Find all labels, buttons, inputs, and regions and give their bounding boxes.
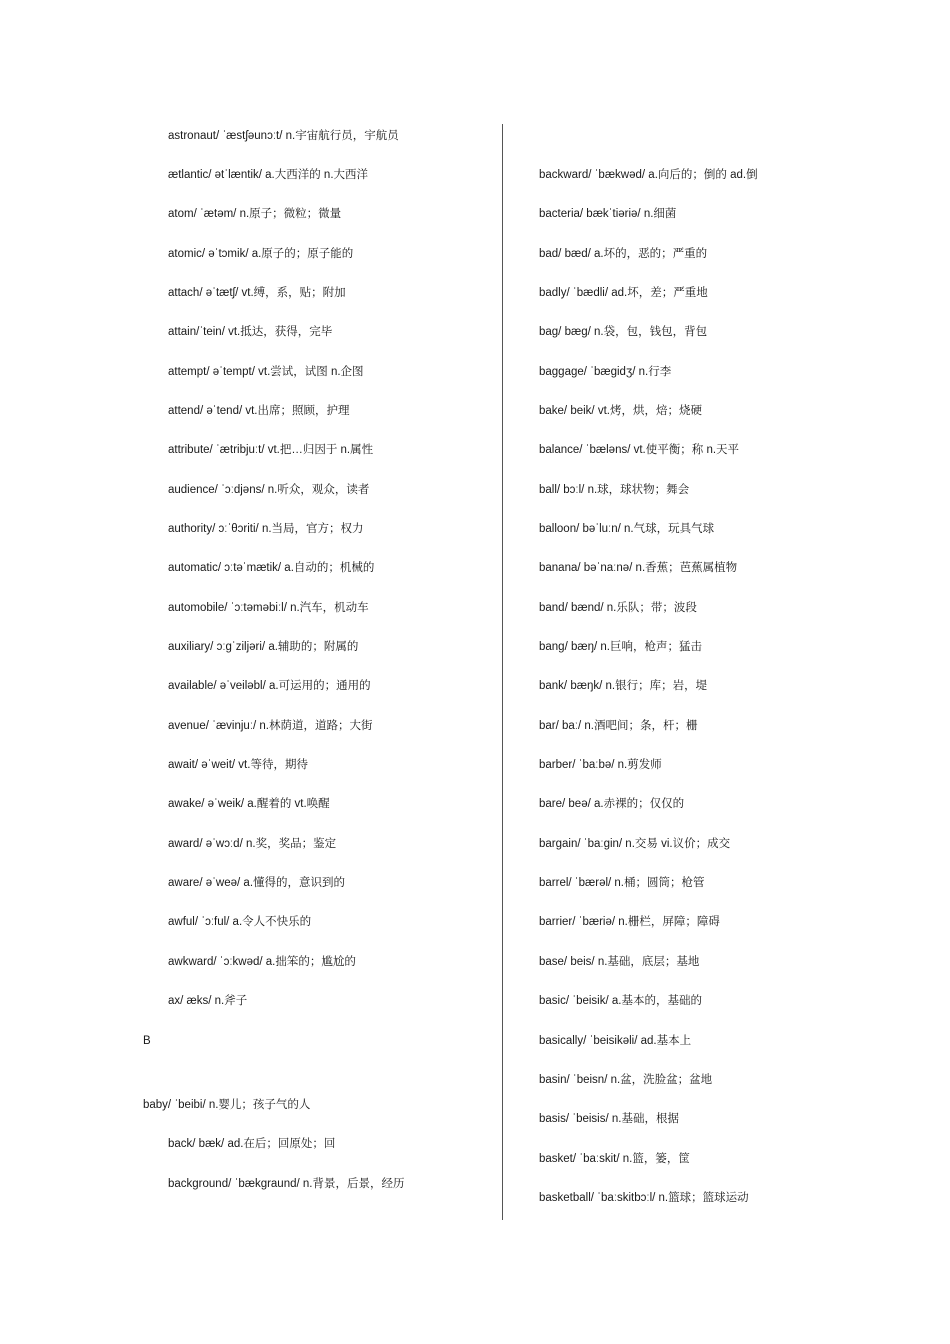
vocab-entry: bake/ beik/ vt.烤，烘，焙；烧硬 (539, 405, 702, 417)
vocab-entry: background/ ˈbækgraund/ n.背景，后景，经历 (168, 1178, 405, 1190)
vocab-entry: authority/ ɔːˈθɔriti/ n.当局，官方；权力 (168, 523, 364, 535)
vocab-entry: astronaut/ ˈæstʃəunɔːt/ n.宇宙航行员，宇航员 (168, 130, 399, 142)
vocab-entry: bang/ bæŋ/ n.巨响，枪声；猛击 (539, 641, 702, 653)
vocab-entry: attach/ əˈtætʃ/ vt.缚，系，贴；附加 (168, 287, 346, 299)
vocab-entry: backward/ ˈbækwəd/ a.向后的；倒的 ad.倒 (539, 169, 758, 181)
vocab-entry: attribute/ ˈætribjuːt/ vt.把…归因于 n.属性 (168, 444, 374, 456)
vocab-entry: basket/ ˈbaːskit/ n.篮，篓，筐 (539, 1153, 690, 1165)
vocab-entry: basin/ ˈbeisn/ n.盆，洗脸盆；盆地 (539, 1074, 713, 1086)
vocab-entry: bag/ bæg/ n.袋，包，钱包，背包 (539, 326, 708, 338)
vocab-entry: barber/ ˈbaːbə/ n.剪发师 (539, 759, 662, 771)
vocab-entry: atom/ ˈætəm/ n.原子；微粒；微量 (168, 208, 342, 220)
vocab-entry: bar/ baː/ n.酒吧间；条，杆；栅 (539, 720, 698, 732)
vocab-entry: banana/ bəˈnaːnə/ n.香蕉；芭蕉属植物 (539, 562, 738, 574)
vocab-entry: awful/ ˈɔːful/ a.令人不快乐的 (168, 916, 312, 928)
column-divider (502, 124, 503, 1220)
vocab-entry: automatic/ ɔːtəˈmætik/ a.自动的；机械的 (168, 562, 375, 574)
vocab-entry: bargain/ ˈbaːgin/ n.交易 vi.议价；成交 (539, 838, 731, 850)
vocab-entry: base/ beis/ n.基础，底层；基地 (539, 956, 700, 968)
vocab-entry: award/ əˈwɔːd/ n.奖，奖品；鉴定 (168, 838, 337, 850)
vocab-entry: auxiliary/ ɔːgˈziljəri/ a.辅助的；附属的 (168, 641, 359, 653)
vocab-entry: automobile/ ˈɔːtəməbiːl/ n.汽车，机动车 (168, 602, 369, 614)
vocab-entry: aware/ əˈweə/ a.懂得的，意识到的 (168, 877, 346, 889)
vocab-entry: avenue/ ˈævinjuː/ n.林荫道，道路；大街 (168, 720, 373, 732)
vocab-entry: barrier/ ˈbæriə/ n.栅栏，屏障；障碍 (539, 916, 720, 928)
vocab-entry: bank/ bæŋk/ n.银行；库；岩，堤 (539, 680, 708, 692)
vocab-entry: back/ bæk/ ad.在后；回原处；回 (168, 1138, 336, 1150)
vocab-entry: ax/ æks/ n.斧子 (168, 995, 248, 1007)
vocab-entry: baggage/ ˈbægidʒ/ n.行李 (539, 366, 672, 378)
vocab-entry: balloon/ bəˈluːn/ n.气球，玩具气球 (539, 523, 715, 535)
vocab-entry: barrel/ ˈbærəl/ n.桶；圆筒；枪管 (539, 877, 705, 889)
vocab-entry: basis/ ˈbeisis/ n.基础，根据 (539, 1113, 679, 1125)
vocab-entry: baby/ ˈbeibi/ n.婴儿；孩子气的人 (143, 1099, 311, 1111)
vocab-entry: await/ əˈweit/ vt.等待，期待 (168, 759, 308, 771)
vocab-entry: available/ əˈveiləbl/ a.可运用的；通用的 (168, 680, 371, 692)
vocab-entry: basketball/ ˈbaːskitbɔːl/ n.篮球；篮球运动 (539, 1192, 749, 1204)
vocab-entry: bacteria/ bækˈtiəriə/ n.细菌 (539, 208, 677, 220)
vocab-entry: attend/ əˈtend/ vt.出席；照顾，护理 (168, 405, 350, 417)
vocab-entry: awkward/ ˈɔːkwəd/ a.拙笨的；尴尬的 (168, 956, 356, 968)
vocab-entry: balance/ ˈbæləns/ vt.使平衡；称 n.天平 (539, 444, 740, 456)
vocab-entry: basic/ ˈbeisik/ a.基本的，基础的 (539, 995, 702, 1007)
vocab-entry: basically/ ˈbeisikəli/ ad.基本上 (539, 1035, 692, 1047)
vocab-entry: audience/ ˈɔːdjəns/ n.听众，观众，读者 (168, 484, 370, 496)
section-heading: B (143, 1035, 151, 1047)
vocab-entry: bad/ bæd/ a.坏的，恶的；严重的 (539, 248, 708, 260)
vocab-entry: badly/ ˈbædli/ ad.坏，差；严重地 (539, 287, 708, 299)
vocab-entry: attain/ˈtein/ vt.抵达，获得，完毕 (168, 326, 333, 338)
vocab-entry: attempt/ əˈtempt/ vt.尝试，试图 n.企图 (168, 366, 364, 378)
vocab-entry: atomic/ əˈtɔmik/ a.原子的；原子能的 (168, 248, 354, 260)
vocab-entry: band/ bænd/ n.乐队；带；波段 (539, 602, 697, 614)
vocab-entry: ætlantic/ ətˈlæntik/ a.大西洋的 n.大西洋 (168, 169, 369, 181)
vocab-entry: bare/ beə/ a.赤裸的；仅仅的 (539, 798, 685, 810)
vocab-entry: awake/ əˈweik/ a.醒着的 vt.唤醒 (168, 798, 330, 810)
vocab-entry: ball/ bɔːl/ n.球，球状物；舞会 (539, 484, 690, 496)
